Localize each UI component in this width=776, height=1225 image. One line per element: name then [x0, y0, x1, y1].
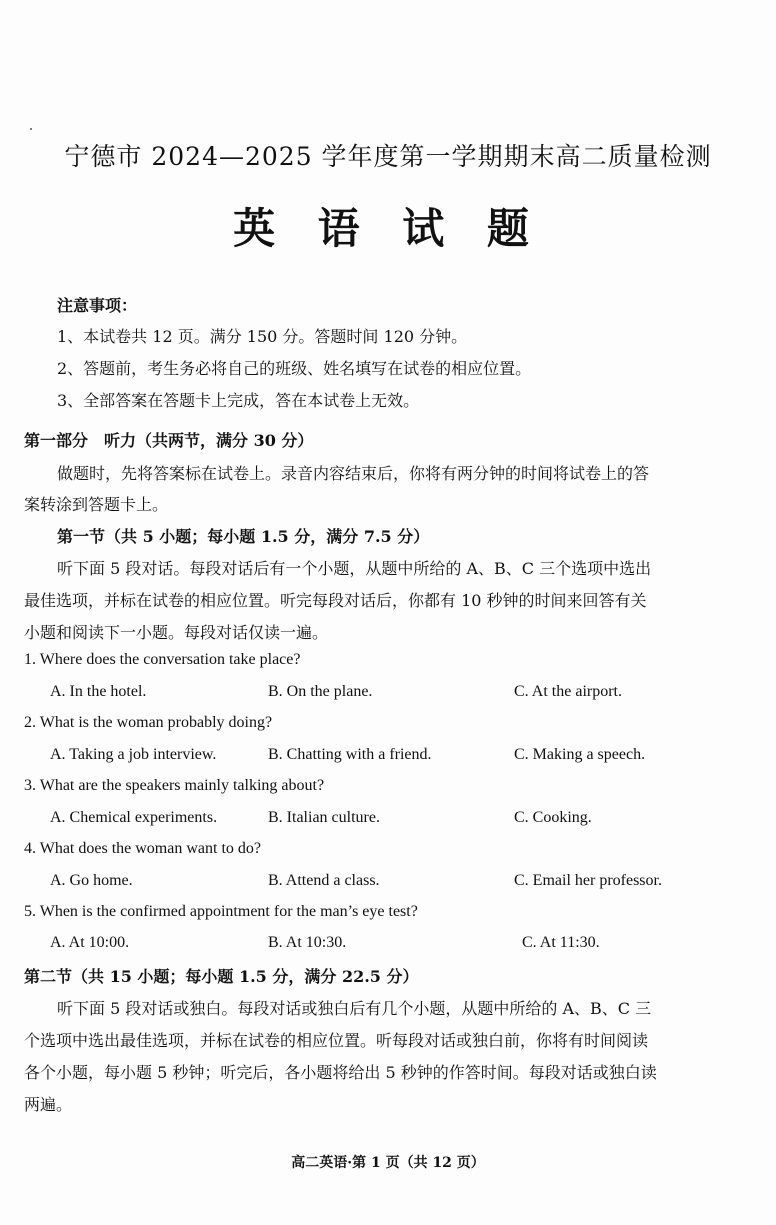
option-b: B. Chatting with a friend.	[268, 746, 432, 763]
part1-heading: 第一部分 听力（共两节，满分 30 分）	[24, 431, 314, 450]
question-stem: 3. What are the speakers mainly talking about?	[24, 777, 325, 794]
option-a: A. Chemical experiments.	[50, 809, 218, 826]
notice-item: 2、答题前，考生务必将自己的班级、姓名填写在试卷的相应位置。	[57, 359, 532, 378]
question-stem: 2. What is the woman probably doing?	[24, 714, 273, 731]
option-a: A. Go home.	[50, 872, 133, 889]
option-b: B. At 10:30.	[268, 934, 347, 951]
question-stem: 1. Where does the conversation take place?	[24, 651, 301, 668]
section2-instruction-line: 两遍。	[24, 1095, 73, 1114]
option-c: C. At 11:30.	[522, 934, 600, 951]
section1-instruction-line: 听下面 5 段对话。每段对话后有一个小题，从题中所给的 A、B、C 三个选项中选出	[57, 559, 652, 578]
exam-title: 宁德市 2024—2025 学年度第一学期期末高二质量检测	[64, 142, 712, 171]
notice-item: 3、全部答案在答题卡上完成，答在本试卷上无效。	[57, 391, 420, 410]
question-stem: 4. What does the woman want to do?	[24, 840, 261, 857]
page-footer: 高二英语·第 1 页（共 12 页）	[291, 1155, 485, 1171]
option-a: A. At 10:00.	[50, 934, 130, 951]
option-c: C. Email her professor.	[514, 872, 662, 889]
section2-instruction-line: 听下面 5 段对话或独白。每段对话或独白后有几个小题，从题中所给的 A、B、C 三	[57, 999, 652, 1018]
section2-instruction-line: 各个小题，每小题 5 秒钟；听完后，各小题将给出 5 秒钟的作答时间。每段对话或独白读	[24, 1063, 657, 1082]
section1-instruction-line: 最佳选项，并标在试卷的相应位置。听完每段对话后，你都有 10 秒钟的时间来回答有关	[24, 591, 647, 610]
option-a: A. In the hotel.	[50, 683, 147, 700]
part1-intro-line: 做题时，先将答案标在试卷上。录音内容结束后，你将有两分钟的时间将试卷上的答	[57, 464, 650, 483]
scan-speck	[30, 128, 32, 130]
option-b: B. On the plane.	[268, 683, 373, 700]
option-c: C. Cooking.	[514, 809, 592, 826]
notice-item: 1、本试卷共 12 页。满分 150 分。答题时间 120 分钟。	[57, 327, 468, 346]
question-stem: 5. When is the confirmed appointment for the man’s eye test?	[24, 903, 418, 920]
section1-heading: 第一节（共 5 小题；每小题 1.5 分，满分 7.5 分）	[57, 527, 430, 546]
notice-heading: 注意事项：	[57, 296, 138, 315]
subject-title: 英 语 试 题	[233, 204, 543, 253]
option-c: C. At the airport.	[514, 683, 622, 700]
option-b: B. Attend a class.	[268, 872, 380, 889]
option-a: A. Taking a job interview.	[50, 746, 217, 763]
part1-intro-line: 案转涂到答题卡上。	[24, 495, 169, 514]
section2-heading: 第二节（共 15 小题；每小题 1.5 分，满分 22.5 分）	[24, 967, 419, 986]
section1-instruction-line: 小题和阅读下一小题。每段对话仅读一遍。	[24, 623, 329, 642]
option-c: C. Making a speech.	[514, 746, 646, 763]
section2-instruction-line: 个选项中选出最佳选项，并标在试卷的相应位置。听每段对话或独白前，你将有时间阅读	[24, 1031, 649, 1050]
option-b: B. Italian culture.	[268, 809, 380, 826]
